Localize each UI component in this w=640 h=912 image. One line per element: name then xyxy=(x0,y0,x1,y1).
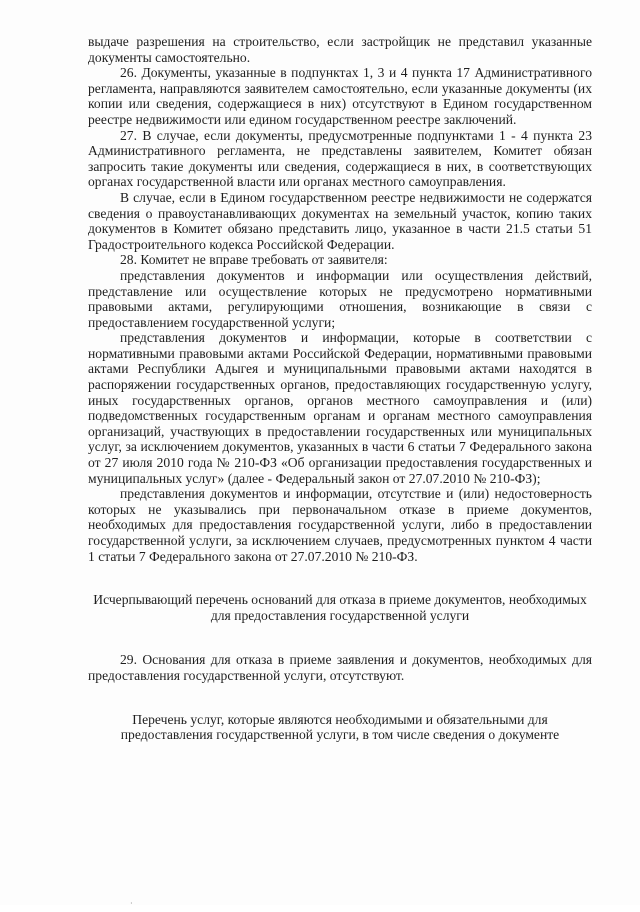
paragraph-26: 26. Документы, указанные в подпунктах 1, 3 и 4 пункта 17 Административного регламента, направляются заявителем самостоятельно, если указанные документы (их копии или сведения, содержащиеся в них) отсутствуют в Едином государственном реестре недвижимости или едином государственном реестре заключений. xyxy=(88,65,592,127)
paragraph-28-item-1: представления документов и информации или осуществления действий, представление или осуществление которых не предусмотрено нормативными правовыми актами, регулирующими отношения, возникающие в связи с предоставлением государственной услуги; xyxy=(88,267,592,330)
paragraph-28-item-3: представления документов и информации, отсутствие и (или) недостоверность которых не указывались при первоначальном отказе в приеме документов, необходимых для предоставления государственной услуги, либо в предоставлении государственной услуги, за исключением случаев, предусмотренных пунктом 4 части 1 статьи 7 Федерального закона от 27.07.2010 № 210-ФЗ. xyxy=(88,486,592,564)
section-heading-services: Перечень услуг, которые являются необходимыми и обязательными для предоставления государственной услуги, в том числе сведения о документе xyxy=(120,711,560,743)
page-mark: · xyxy=(130,899,133,908)
paragraph-28: 28. Комитет не вправе требовать от заявителя: xyxy=(120,252,388,268)
section-heading-refusal: Исчерпывающий перечень оснований для отказа в приеме документов, необходимых для предоставления государственной услуги xyxy=(93,592,587,623)
paragraph-27: 27. В случае, если документы, предусмотренные подпунктами 1 - 4 пункта 23 Административного регламента, не представлены заявителем, Комитет обязан запросить такие документы или сведения, содержащиеся в них, в соответствующих органах государственной власти или органах местного самоуправления. xyxy=(88,127,592,190)
paragraph-27-extra: В случае, если в Едином государственном реестре недвижимости не содержатся сведения о правоустанавливающих документах на земельный участок, копию таких документов в Комитет обязано представить лицо, указанное в части 21.5 статьи 51 Градостроительного кодекса Российской Федерации. xyxy=(88,189,592,252)
spacer xyxy=(88,564,592,592)
paragraph-29: 29. Основания для отказа в приеме заявления и документов, необходимых для предоставления государственной услуги, отсутствуют. xyxy=(88,652,592,683)
document-text xyxy=(88,34,592,743)
spacer xyxy=(88,684,592,712)
paragraph-continuation: выдаче разрешения на строительство, если застройщик не представил указанные документы самостоятельно. xyxy=(88,34,592,65)
spacer xyxy=(88,623,592,652)
paragraph-28-item-2: представления документов и информации, которые в соответствии с нормативными правовыми актами Российской Федерации, нормативными правовыми актами Республики Адыгея и муниципальными правовыми актами находятся в распоряжении государственных органов, предоставляющих государственную услугу, иных государственных органов, органов местного самоуправления и (или) подведомственных государственным органам и органам местного самоуправления организаций, участвующих в предоставлении государственных или муниципальных услуг, за исключением документов, указанных в части 6 статьи 7 Федерального закона от 27 июля 2010 года № 210-ФЗ «Об организации предоставления государственных и муниципальных услуг» (далее - Федеральный закон от 27.07.2010 № 210-ФЗ); xyxy=(88,330,592,486)
